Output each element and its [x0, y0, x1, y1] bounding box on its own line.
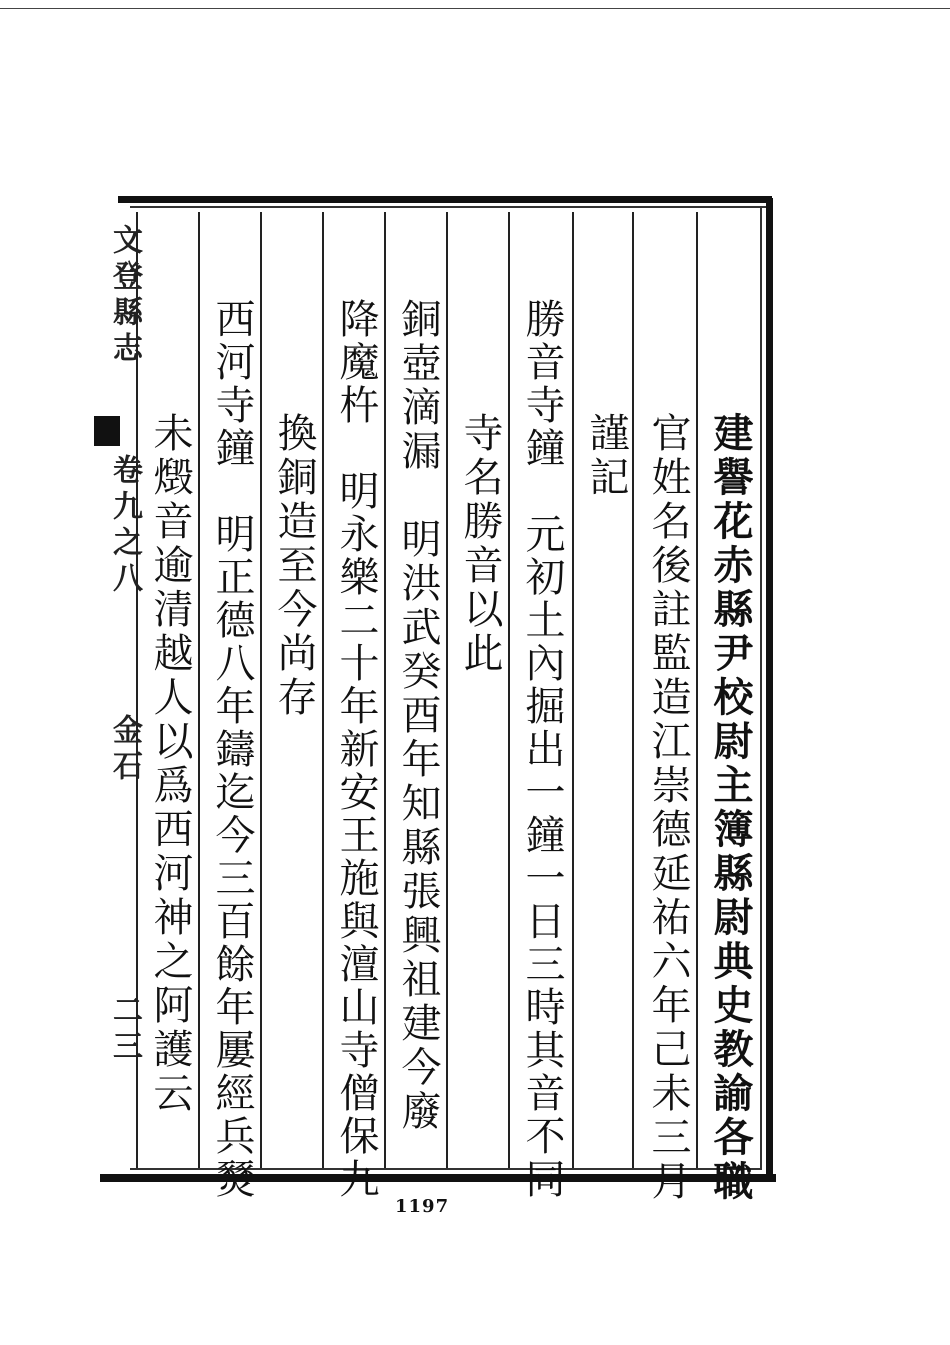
- text-column-6: 銅壺滴漏 明洪武癸酉年知縣張興祖建今廢: [395, 298, 441, 1134]
- text-column-10: 未燬音逾清越人以爲西河神之阿護云: [147, 412, 193, 1116]
- frame-border-right: [766, 198, 773, 1178]
- margin-page: 二三: [107, 994, 142, 1066]
- text-column-8: 換銅造至今尚存: [271, 412, 317, 720]
- margin-section: 金石: [107, 714, 142, 786]
- column-rule: [632, 212, 634, 1168]
- text-column-3: 謹記: [583, 412, 629, 500]
- margin-volume: 卷九之八: [107, 454, 142, 598]
- text-column-7: 降魔杵 明永樂二十年新安王施與澶山寺僧保九: [333, 298, 379, 1201]
- text-column-1: 建譽花赤縣尹校尉主簿縣尉典史教諭各職: [707, 412, 754, 1204]
- text-column-5: 寺名勝音以此: [457, 412, 503, 676]
- margin-block-mark: [94, 416, 120, 446]
- column-rule: [198, 212, 200, 1168]
- column-rule: [446, 212, 448, 1168]
- page-frame: [100, 194, 780, 1204]
- column-rule: [508, 212, 510, 1168]
- page-number: 1197: [395, 1196, 450, 1217]
- frame-border-right-inner: [760, 208, 762, 1168]
- text-column-9: 西河寺鐘 明正德八年鑄迄今三百餘年屢經兵燹: [209, 298, 255, 1201]
- frame-border-top-inner: [130, 206, 770, 208]
- margin-title: 文登縣志: [107, 224, 142, 368]
- column-rule: [260, 212, 262, 1168]
- column-rule: [696, 212, 698, 1168]
- top-rule: [0, 8, 950, 9]
- text-column-4: 勝音寺鐘 元初土內掘出一鐘一日三時其音不同: [519, 298, 565, 1201]
- column-rule: [322, 212, 324, 1168]
- column-rule: [572, 212, 574, 1168]
- text-column-2: 官姓名後註監造江崇德延祐六年己未三月: [645, 412, 691, 1204]
- column-rule: [384, 212, 386, 1168]
- frame-border-top: [118, 196, 772, 203]
